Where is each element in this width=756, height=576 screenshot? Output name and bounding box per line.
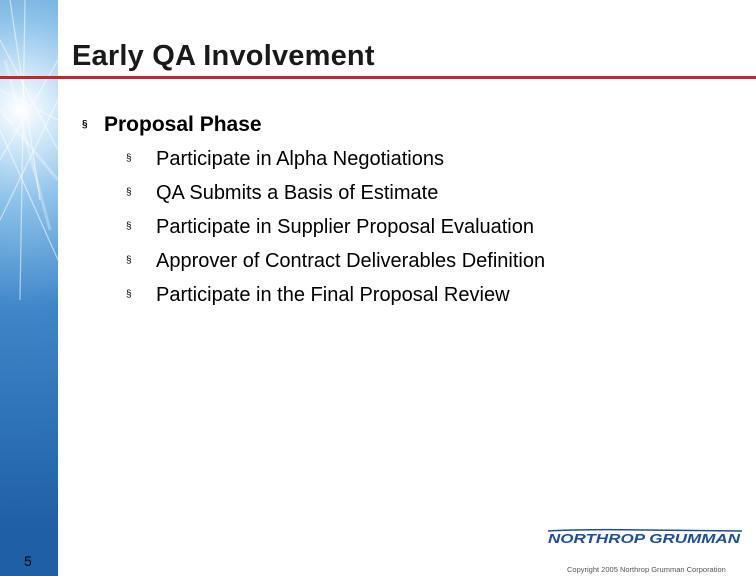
decorative-side-panel — [0, 0, 58, 576]
bullet-heading-text: Proposal Phase — [104, 113, 262, 136]
list-item — [82, 180, 545, 214]
bullet-marker: § — [82, 119, 88, 130]
bullet-marker: § — [126, 289, 132, 300]
bullet-marker: § — [126, 187, 132, 198]
bullet-marker: § — [126, 255, 132, 266]
logo-text: NORTHROP GRUMMAN — [548, 531, 741, 546]
bullet-heading — [82, 112, 545, 146]
list-item — [82, 146, 545, 180]
slide-title: Early QA Involvement — [72, 40, 375, 72]
bullet-list — [82, 112, 545, 316]
list-item — [82, 282, 545, 316]
list-item — [82, 248, 545, 282]
bullet-marker: § — [126, 221, 132, 232]
list-item-text: Approver of Contract Deliverables Definition — [156, 250, 546, 272]
title-underline — [0, 76, 756, 79]
list-item-text: QA Submits a Basis of Estimate — [156, 182, 439, 204]
page-number: 5 — [24, 553, 32, 569]
bullet-marker: § — [126, 153, 132, 164]
list-item-text: Participate in Alpha Negotiations — [156, 148, 444, 170]
northrop-grumman-logo — [546, 528, 744, 548]
list-item-text: Participate in Supplier Proposal Evaluation — [156, 216, 534, 238]
light-streaks-graphic — [0, 0, 58, 576]
list-item — [82, 214, 545, 248]
list-item-text: Participate in the Final Proposal Review — [156, 284, 510, 306]
copyright-notice: Copyright 2005 Northrop Grumman Corporation — [567, 565, 726, 574]
